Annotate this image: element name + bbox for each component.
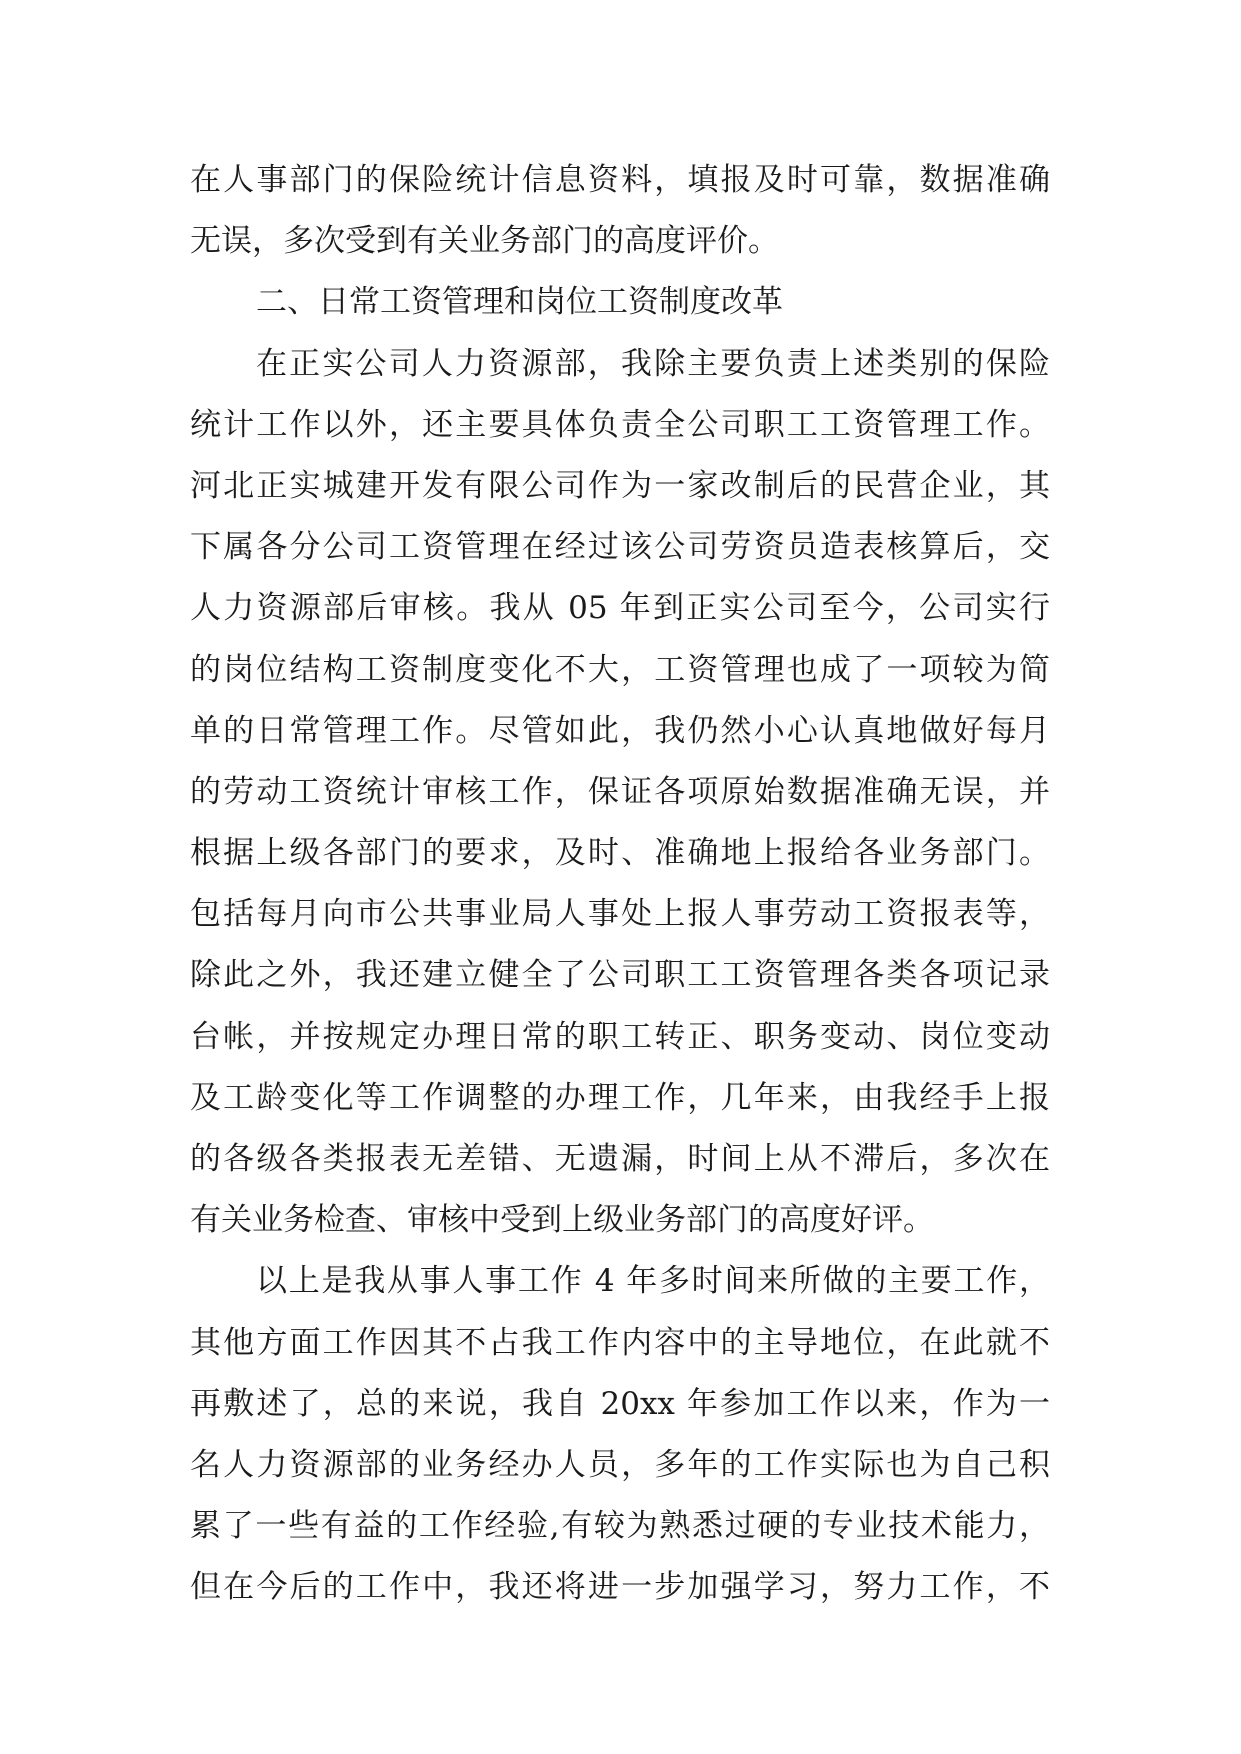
- section-heading: 二、日常工资管理和岗位工资制度改革: [256, 284, 783, 321]
- text-line: 的劳动工资统计审核工作，保证各项原始数据准确无误，并: [190, 773, 1050, 810]
- text-line: 统计工作以外，还主要具体负责全公司职工工资管理工作。: [190, 406, 1050, 443]
- text-line: 河北正实城建开发有限公司作为一家改制后的民营企业，其: [190, 467, 1050, 504]
- text-line: 及工龄变化等工作调整的办理工作，几年来，由我经手上报: [190, 1079, 1050, 1116]
- text-line: 累了一些有益的工作经验,有较为熟悉过硬的专业技术能力，: [190, 1508, 1050, 1545]
- text-line: 单的日常管理工作。尽管如此，我仍然小心认真地做好每月: [190, 712, 1050, 749]
- text-line: 再敷述了，总的来说，我自 20xx 年参加工作以来，作为一: [190, 1385, 1050, 1422]
- text-line: 除此之外，我还建立健全了公司职工工资管理各类各项记录: [190, 957, 1050, 994]
- text-line: 的各级各类报表无差错、无遗漏，时间上从不滞后，多次在: [190, 1141, 1050, 1177]
- text-line: 包括每月向市公共事业局人事处上报人事劳动工资报表等，: [190, 896, 1050, 933]
- text-line: 其他方面工作因其不占我工作内容中的主导地位，在此就不: [190, 1324, 1050, 1361]
- text-line: 有关业务检查、审核中受到上级业务部门的高度好评。: [190, 1202, 934, 1239]
- document-body: [190, 150, 1050, 1619]
- text-line: 在人事部门的保险统计信息资料，填报及时可靠，数据准确: [190, 162, 1050, 198]
- text-line: 无误，多次受到有关业务部门的高度评价。: [190, 223, 779, 260]
- text-line: 但在今后的工作中，我还将进一步加强学习，努力工作，不: [190, 1569, 1050, 1606]
- text-line: 以上是我从事人事工作 4 年多时间来所做的主要工作，: [256, 1263, 1050, 1300]
- text-line: 名人力资源部的业务经办人员，多年的工作实际也为自己积: [190, 1446, 1050, 1483]
- text-line: 下属各分公司工资管理在经过该公司劳资员造表核算后，交: [190, 529, 1050, 566]
- text-line: 根据上级各部门的要求，及时、准确地上报给各业务部门。: [190, 835, 1050, 872]
- text-line: 人力资源部后审核。我从 05 年到正实公司至今，公司实行: [190, 590, 1050, 627]
- text-line: 在正实公司人力资源部，我除主要负责上述类别的保险: [256, 345, 1050, 382]
- text-line: 台帐，并按规定办理日常的职工转正、职务变动、岗位变动: [190, 1018, 1050, 1055]
- text-line: 的岗位结构工资制度变化不大，工资管理也成了一项较为简: [190, 651, 1050, 688]
